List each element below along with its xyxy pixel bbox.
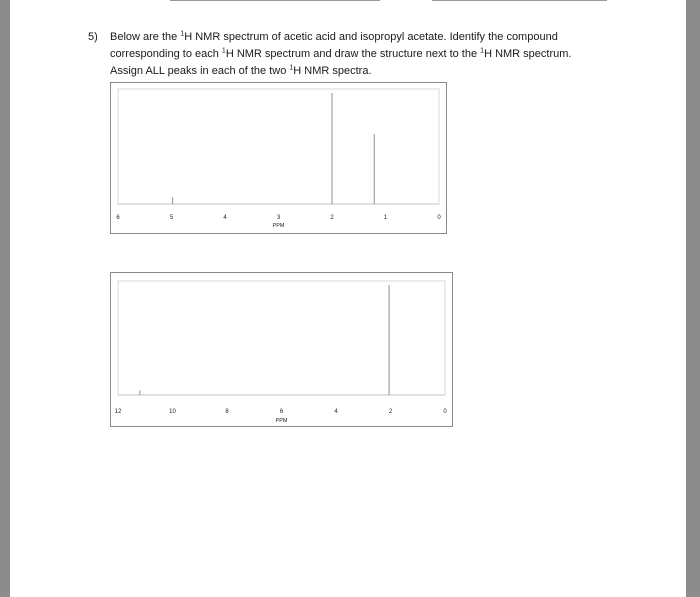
tick-label: 5	[169, 215, 174, 221]
top-rule-right	[432, 0, 607, 1]
spectrum-1	[110, 82, 447, 234]
x-axis-label: PPM	[272, 223, 285, 229]
question-line-3: Assign ALL peaks in each of the two $^1$H NMR spectra.	[110, 64, 372, 77]
tick-label: 2	[388, 409, 393, 415]
tick-label: 1	[383, 215, 388, 221]
tick-label: 0	[443, 409, 447, 415]
tick-label: 4	[223, 215, 227, 221]
plot-area	[118, 281, 445, 395]
tick-label: 8	[225, 409, 229, 415]
plot-area	[118, 89, 439, 204]
x-axis-label: PPM	[275, 418, 288, 424]
tick-label: 6	[116, 215, 120, 221]
top-rule-left	[170, 0, 380, 1]
spectrum-1-plot	[111, 83, 446, 233]
question-number: 5)	[88, 31, 98, 43]
tick-label: 12	[114, 409, 122, 415]
tick-label: 0	[437, 215, 441, 221]
question-line-2: corresponding to each $^1$H NMR spectrum and draw the structure next to the $^1$H NMR spectrum.	[110, 47, 572, 60]
tick-label: 4	[334, 409, 338, 415]
left-margin-bar	[0, 0, 10, 597]
right-margin-bar	[686, 0, 700, 597]
question-line-1: Below are the $^1$H NMR spectrum of acetic acid and isopropyl acetate. Identify the compound	[110, 30, 558, 43]
question-text	[88, 29, 628, 80]
tick-label: 2	[330, 215, 334, 221]
tick-label: 10	[169, 409, 176, 415]
tick-label: 6	[279, 409, 284, 415]
spectrum-2	[110, 272, 453, 427]
tick-label: 3	[276, 215, 281, 221]
spectrum-2-plot	[111, 273, 452, 426]
